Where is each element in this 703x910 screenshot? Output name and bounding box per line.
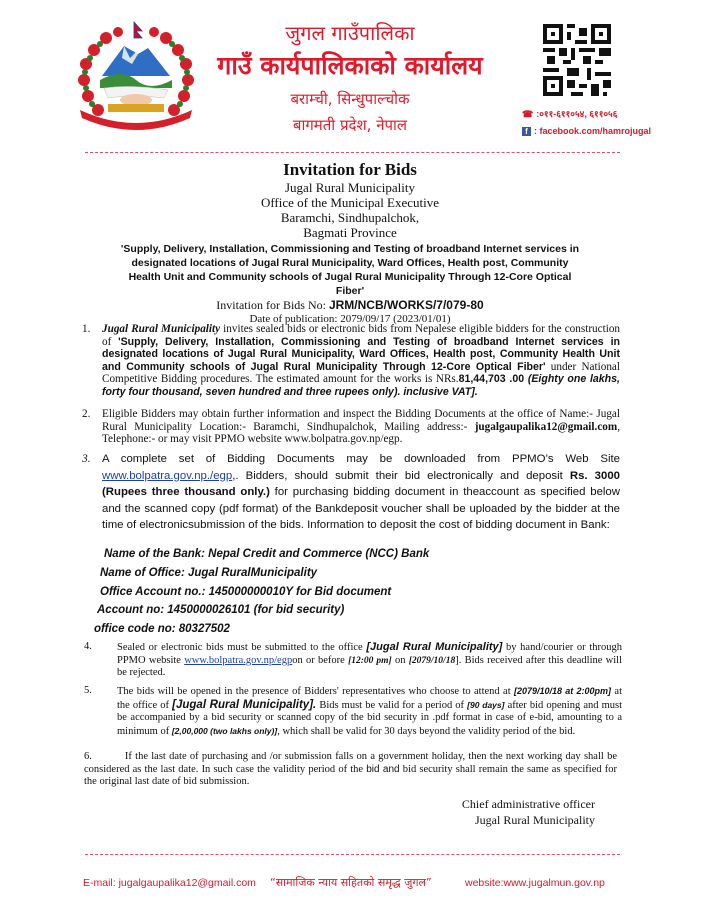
- bank-name: Name of the Bank: Nepal Credit and Commerce (NCC) Bank: [104, 548, 430, 560]
- clause-text: , which shall be valid for 30 days beyond the validity period of the bid.: [277, 725, 576, 737]
- office-bracket: [Jugal Rural Municipality].: [172, 698, 317, 711]
- project-title: 'Supply, Delivery, Installation, Commissioning and Testing of broadband Internet services in designated locations of Jugal Rural Municipality, Ward Offices, Health post, Community Health Unit and Community schools of Jugal Rural Municipality Through 12-Core Optical Fiber': [120, 243, 580, 297]
- clause-text: invites sealed bids or electronic bids from Nepalese eligible bidders for the construction of: [102, 323, 621, 348]
- document-fee: Rs. 3000 (Rupees three thousand only.): [102, 469, 620, 499]
- clause-text: If the last date of purchasing and /or submission falls on a government holiday, then the next working day shall be considered as the last date. In such case the validity period of the: [84, 751, 617, 775]
- clause-1: [82, 323, 621, 399]
- title-block: [100, 160, 600, 326]
- clause-number: 6.: [84, 751, 92, 762]
- clause-text: ,. Bidders, should submit their bid electronically and deposit: [232, 469, 570, 482]
- clause-text: for purchasing bidding document in theaccount as specified below and the scanned copy (pdf format) of the Bankdeposit voucher shall be uploaded by the bidder at the time of electronicsubmission of the bids. Information to deposit the cost of bidding document in Bank:: [102, 486, 620, 532]
- clause-3: [82, 451, 620, 534]
- clause-4: [84, 641, 623, 680]
- clause-number: 3.: [82, 453, 91, 465]
- clause-6: [84, 751, 617, 789]
- clause-number: 2.: [82, 408, 91, 420]
- header-contact: [522, 106, 651, 140]
- email-link[interactable]: jugalgaupalika12@gmail.com: [474, 420, 618, 433]
- header-nepali-text: [200, 18, 500, 138]
- estimated-amount: 81,44,703 .00: [458, 373, 525, 386]
- clause-text: Bids must be valid for a period of: [316, 699, 468, 711]
- bolpatra-link[interactable]: www.bolpatra.gov.np./egp: [102, 469, 233, 482]
- project-name: 'Supply, Delivery, Installation, Commissioning and Testing of broadband Internet services in designated locations of Jugal Rural Municipality, Ward Offices, Health post, Community Health Unit and Community schools of Jugal Rural Municipality Through 12-Core Optical Fiber': [102, 335, 621, 373]
- publication-date: Date of publication: 2079/09/17 (2023/01/01): [249, 313, 451, 325]
- bid-security-amount: [2,00,000 (two lakhs only)]: [171, 725, 278, 736]
- phone-icon: ☎: [522, 109, 534, 119]
- office-code: office code no: 80327502: [94, 623, 230, 635]
- phone-row: [522, 106, 651, 123]
- clause-text: , Telephone:- or may visit PPMO website www.bolpatra.gov.np/egp.: [102, 420, 620, 446]
- province-nepali: बागमती प्रदेश, नेपाल: [292, 116, 408, 134]
- signatory-org: Jugal Rural Municipality: [475, 813, 595, 827]
- clause-text: bid and: [366, 763, 400, 775]
- clause-number: 1.: [82, 323, 91, 335]
- clause-text: Eligible Bidders may obtain further information and inspect the Bidding Documents at the office of Name:- Jugal Rural Municipality Location:- Baramchi, Sindhupalchok, Mailing address:-: [102, 408, 620, 433]
- clause-text: on or before: [292, 654, 349, 666]
- ifb-label: Invitation for Bids No:: [216, 298, 329, 312]
- clause-text: The bids will be opened in the presence of Bidders' representatives who choose to attend at: [117, 686, 514, 697]
- location-nepali: बराम्ची, सिन्धुपाल्चोक: [290, 90, 410, 108]
- clause-text: after bid opening and must be accompanied by a bid security or scanned copy of the bid security in .pdf format in case of e-bid, amounting to a minimum of: [117, 699, 622, 737]
- office-account: Office Account no.: 145000000010Y for Bid document: [100, 586, 392, 598]
- facebook-link[interactable]: : facebook.com/hamrojugal: [534, 126, 652, 136]
- location: Baramchi, Sindhupalchok,: [280, 210, 420, 225]
- municipality-name-nepali: जुगल गाउँपालिका: [285, 21, 415, 45]
- ifb-number: JRM/NCB/WORKS/7/079-80: [328, 298, 484, 312]
- office-bracket: [Jugal Rural Municipality]: [366, 641, 503, 653]
- bolpatra-link[interactable]: www.bolpatra.gov.np/egp: [184, 654, 293, 666]
- clause-text: at the office of: [117, 686, 622, 711]
- clause-number: 4.: [84, 641, 92, 652]
- validity-days: [90 days]: [467, 699, 505, 710]
- phone-number: :०११-६११०५४, ६११०५६: [536, 109, 618, 119]
- qr-code-icon: [543, 24, 611, 96]
- clause-text: A complete set of Bidding Documents may be downloaded from PPMO’s Web Site: [102, 453, 620, 465]
- header-divider: [85, 152, 620, 153]
- facebook-row[interactable]: [522, 123, 651, 140]
- clause-2: [82, 408, 620, 446]
- clause-lead: Jugal Rural Municipality: [102, 323, 221, 335]
- page-title: Invitation for Bids: [283, 160, 417, 179]
- clause-5: [84, 685, 622, 738]
- security-account: Account no: 1450000026101 (for bid security): [97, 604, 345, 616]
- facebook-icon: f: [522, 127, 531, 136]
- clause-number: 5.: [84, 685, 92, 696]
- amount-in-words: (Eighty one lakhs, forty four thousand, seven hundred and three rupees only). inclusive VAT].: [102, 373, 620, 398]
- deadline-time: [12:00 pm]: [348, 655, 392, 666]
- office-name-nepali: गाउँ कार्यपालिकाको कार्यालय: [217, 51, 483, 80]
- clause-text: bid security shall remain the same as specified for the original last date of bid submission.: [84, 763, 618, 788]
- nepal-emblem-icon: [72, 18, 200, 136]
- org-name: Jugal Rural Municipality: [285, 180, 415, 195]
- opening-datetime: [2079/10/18 at 2:00pm]: [513, 686, 612, 696]
- footer-divider: [85, 854, 620, 855]
- clause-text: by hand/courier or through PPMO website: [117, 642, 622, 666]
- footer-website[interactable]: website:www.jugalmun.gov.np: [465, 877, 605, 889]
- clause-text: on: [391, 654, 409, 666]
- footer-email[interactable]: E-mail: jugalgaupalika12@gmail.com: [83, 877, 256, 889]
- ifb-number-line: [100, 298, 600, 312]
- signatory-title: Chief administrative officer: [461, 797, 595, 811]
- office-name-bank: Name of Office: Jugal RuralMunicipality: [100, 567, 318, 579]
- province: Bagmati Province: [303, 225, 397, 240]
- clause-text: under National Competitive Bidding procedures. The estimated amount for the works is NRs.: [102, 360, 620, 386]
- footer-slogan: “सामाजिक न्याय सहितको समृद्ध जुगल”: [270, 876, 432, 889]
- deadline-date: [2079/10/18: [408, 655, 456, 666]
- signature-block: [462, 796, 595, 828]
- office-name: Office of the Municipal Executive: [260, 195, 440, 210]
- clause-text: ]. Bids received after this deadline will be rejected.: [117, 654, 623, 679]
- clause-text: Sealed or electronic bids must be submitted to the office: [117, 642, 367, 653]
